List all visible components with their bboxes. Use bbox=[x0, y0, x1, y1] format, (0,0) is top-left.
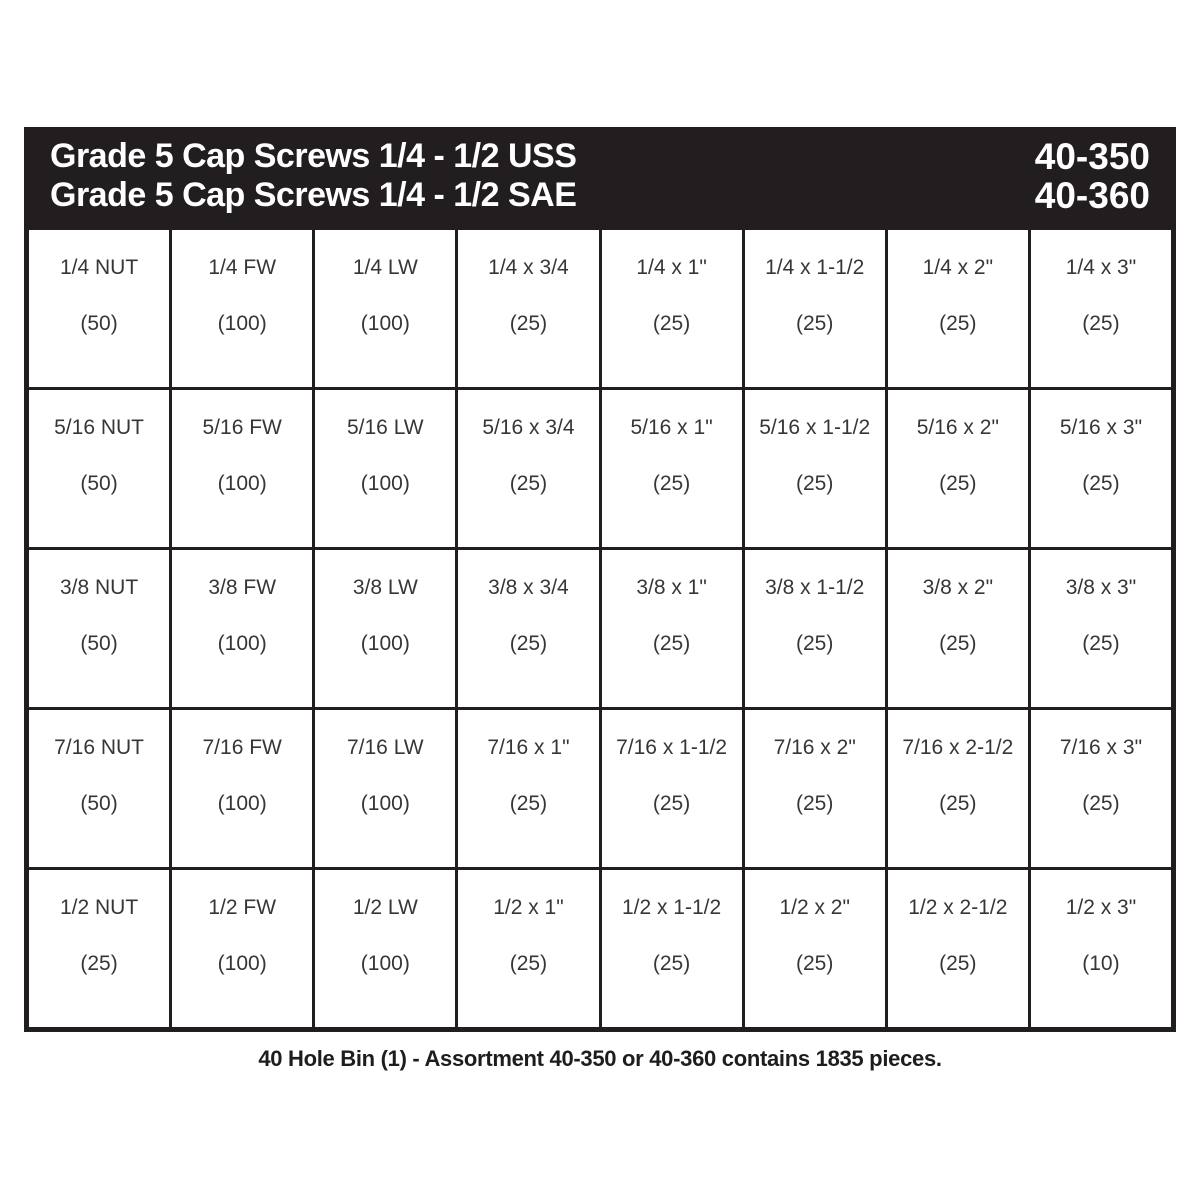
cell-quantity: (100) bbox=[360, 952, 410, 975]
table-cell bbox=[888, 550, 1028, 707]
cell-size-label: 5/16 x 2" bbox=[916, 416, 999, 439]
cell-quantity: (25) bbox=[1082, 312, 1120, 335]
table-cell bbox=[888, 870, 1028, 1027]
table-cell bbox=[315, 230, 455, 387]
cell-quantity: (50) bbox=[80, 632, 118, 655]
footer-note: 40 Hole Bin (1) - Assortment 40-350 or 40-360 contains 1835 pieces. bbox=[258, 1046, 942, 1071]
cell-quantity: (50) bbox=[80, 472, 118, 495]
header-titles bbox=[50, 137, 576, 215]
cell-quantity: (50) bbox=[80, 792, 118, 815]
cell-size-label: 3/8 x 3" bbox=[1065, 576, 1137, 599]
cell-quantity: (100) bbox=[360, 472, 410, 495]
header-code-line1: 40-350 bbox=[1034, 136, 1150, 177]
cell-quantity: (25) bbox=[509, 632, 548, 655]
cell-quantity: (25) bbox=[652, 312, 691, 335]
cell-quantity: (25) bbox=[796, 792, 834, 815]
cell-quantity: (25) bbox=[652, 472, 691, 495]
table-cell bbox=[458, 870, 598, 1027]
cell-quantity: (100) bbox=[217, 632, 267, 655]
table-cell bbox=[888, 710, 1028, 867]
table-cell bbox=[1031, 550, 1171, 707]
cell-size-label: 7/16 x 1" bbox=[487, 736, 570, 759]
cell-size-label: 3/8 x 2" bbox=[922, 576, 994, 599]
header-title-line2: Grade 5 Cap Screws 1/4 - 1/2 SAE bbox=[50, 176, 577, 214]
table-cell bbox=[315, 390, 455, 547]
table-cell bbox=[172, 390, 312, 547]
cell-size-label: 1/4 x 3" bbox=[1065, 256, 1137, 279]
cell-size-label: 1/4 x 3/4 bbox=[488, 256, 569, 279]
cell-size-label: 1/4 LW bbox=[352, 256, 418, 279]
table-cell bbox=[29, 710, 169, 867]
cell-quantity: (25) bbox=[1082, 472, 1120, 495]
cell-size-label: 7/16 x 1-1/2 bbox=[616, 736, 728, 759]
table-cell bbox=[745, 390, 885, 547]
cell-size-label: 7/16 x 2" bbox=[773, 736, 856, 759]
table-cell bbox=[315, 870, 455, 1027]
assortment-table bbox=[24, 225, 1176, 1032]
cell-quantity: (100) bbox=[217, 792, 267, 815]
cell-size-label: 7/16 x 3" bbox=[1059, 736, 1143, 759]
cell-size-label: 7/16 NUT bbox=[54, 736, 144, 759]
table-cell bbox=[602, 870, 742, 1027]
table-cell bbox=[602, 710, 742, 867]
cell-size-label: 1/4 x 1-1/2 bbox=[765, 256, 865, 279]
table-cell bbox=[1031, 230, 1171, 387]
table-cell bbox=[458, 550, 598, 707]
cell-quantity: (25) bbox=[939, 952, 977, 975]
table-cell bbox=[1031, 390, 1171, 547]
cell-size-label: 5/16 x 3" bbox=[1059, 416, 1143, 439]
table-cell bbox=[315, 550, 455, 707]
table-cell bbox=[458, 710, 598, 867]
cell-quantity: (100) bbox=[360, 632, 410, 655]
table-cell bbox=[29, 390, 169, 547]
cell-size-label: 5/16 x 1" bbox=[630, 416, 713, 439]
cell-quantity: (25) bbox=[509, 952, 548, 975]
cell-quantity: (25) bbox=[939, 312, 977, 335]
cell-quantity: (25) bbox=[1082, 632, 1120, 655]
table-cell bbox=[29, 230, 169, 387]
cell-quantity: (25) bbox=[796, 632, 834, 655]
cell-quantity: (25) bbox=[939, 632, 977, 655]
cell-size-label: 3/8 x 3/4 bbox=[488, 576, 569, 599]
cell-size-label: 3/8 x 1" bbox=[636, 576, 707, 599]
cell-size-label: 3/8 x 1-1/2 bbox=[765, 576, 865, 599]
table-cell bbox=[745, 550, 885, 707]
cell-quantity: (50) bbox=[80, 312, 118, 335]
cell-quantity: (25) bbox=[796, 952, 834, 975]
cell-size-label: 7/16 FW bbox=[202, 736, 282, 759]
cell-quantity: (25) bbox=[652, 632, 691, 655]
cell-size-label: 1/2 FW bbox=[208, 896, 277, 919]
cell-quantity: (25) bbox=[939, 472, 977, 495]
table-cell bbox=[172, 710, 312, 867]
cell-size-label: 1/2 x 3" bbox=[1065, 896, 1137, 919]
cell-quantity: (25) bbox=[509, 792, 548, 815]
cell-quantity: (25) bbox=[796, 312, 834, 335]
cell-quantity: (100) bbox=[217, 952, 267, 975]
table-cell bbox=[602, 550, 742, 707]
cell-size-label: 1/4 FW bbox=[208, 256, 277, 279]
cell-quantity: (25) bbox=[509, 312, 548, 335]
cell-size-label: 1/4 NUT bbox=[59, 256, 139, 279]
cell-size-label: 1/2 LW bbox=[352, 896, 418, 919]
cell-quantity: (25) bbox=[939, 792, 977, 815]
table-cell bbox=[745, 870, 885, 1027]
table-cell bbox=[29, 870, 169, 1027]
header-code-line2: 40-360 bbox=[1034, 175, 1150, 216]
cell-size-label: 3/8 LW bbox=[352, 576, 418, 599]
table-cell bbox=[1031, 870, 1171, 1027]
table-cell bbox=[602, 230, 742, 387]
cell-quantity: (25) bbox=[1082, 792, 1120, 815]
cell-size-label: 1/2 x 2" bbox=[779, 896, 850, 919]
table-cell bbox=[458, 230, 598, 387]
cell-size-label: 1/2 x 1" bbox=[493, 896, 564, 919]
table-cell bbox=[458, 390, 598, 547]
table-cell bbox=[172, 230, 312, 387]
table-cell bbox=[888, 390, 1028, 547]
cell-size-label: 5/16 FW bbox=[202, 416, 282, 439]
cell-quantity: (100) bbox=[360, 792, 410, 815]
cell-size-label: 5/16 x 3/4 bbox=[482, 416, 575, 439]
cell-quantity: (25) bbox=[652, 952, 691, 975]
header-bar bbox=[24, 127, 1176, 225]
cell-size-label: 5/16 x 1-1/2 bbox=[759, 416, 871, 439]
cell-size-label: 1/2 x 2-1/2 bbox=[908, 896, 1008, 919]
table-cell bbox=[888, 230, 1028, 387]
cell-size-label: 1/2 NUT bbox=[59, 896, 139, 919]
cell-size-label: 5/16 NUT bbox=[54, 416, 144, 439]
table-cell bbox=[602, 390, 742, 547]
cell-size-label: 3/8 NUT bbox=[59, 576, 139, 599]
cell-quantity: (25) bbox=[80, 952, 118, 975]
table-cell bbox=[745, 710, 885, 867]
table-cell bbox=[745, 230, 885, 387]
cell-quantity: (100) bbox=[217, 312, 267, 335]
table-cell bbox=[29, 550, 169, 707]
cell-size-label: 3/8 FW bbox=[208, 576, 277, 599]
cell-quantity: (10) bbox=[1082, 952, 1120, 975]
cell-quantity: (25) bbox=[796, 472, 834, 495]
table-cell bbox=[1031, 710, 1171, 867]
header-title-line1: Grade 5 Cap Screws 1/4 - 1/2 USS bbox=[50, 137, 577, 175]
cell-quantity: (100) bbox=[360, 312, 410, 335]
table-cell bbox=[172, 870, 312, 1027]
cell-quantity: (100) bbox=[217, 472, 267, 495]
cell-size-label: 1/2 x 1-1/2 bbox=[621, 896, 722, 919]
cell-quantity: (25) bbox=[652, 792, 691, 815]
cell-quantity: (25) bbox=[509, 472, 548, 495]
assortment-label bbox=[24, 127, 1176, 1072]
table-cell bbox=[315, 710, 455, 867]
cell-size-label: 1/4 x 1" bbox=[636, 256, 707, 279]
cell-size-label: 7/16 LW bbox=[346, 736, 424, 759]
cell-size-label: 5/16 LW bbox=[346, 416, 424, 439]
header-codes bbox=[1035, 137, 1150, 215]
cell-size-label: 7/16 x 2-1/2 bbox=[902, 736, 1014, 759]
cell-size-label: 1/4 x 2" bbox=[922, 256, 994, 279]
table-cell bbox=[172, 550, 312, 707]
